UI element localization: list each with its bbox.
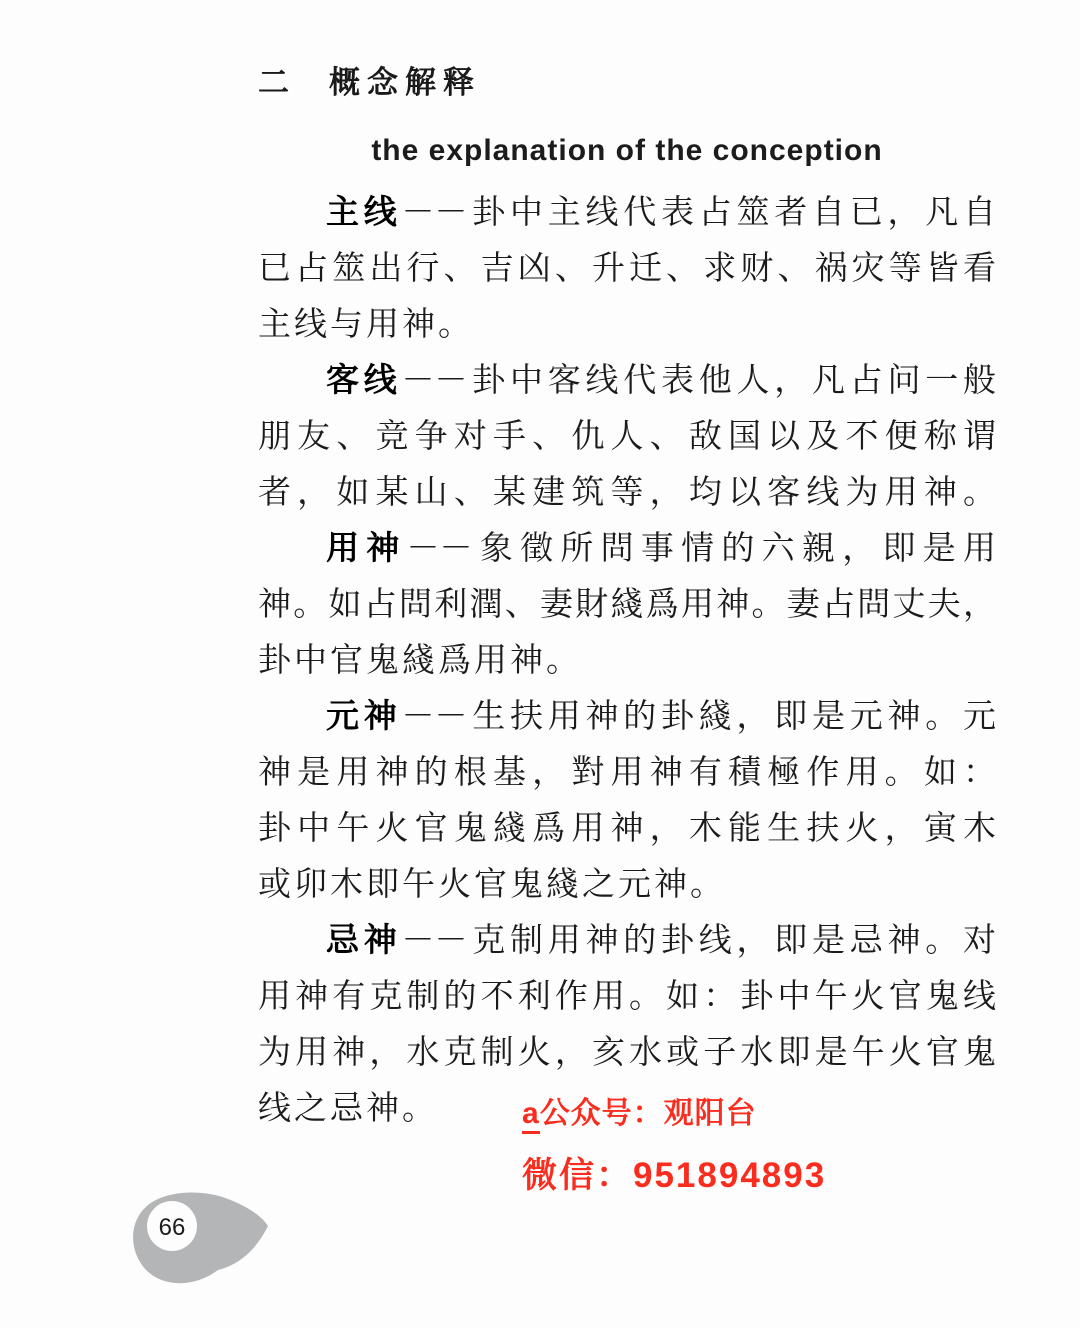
- text-line: [258, 184, 996, 240]
- section-title: 概念解释: [329, 65, 481, 100]
- text-line: 卦中午火官鬼綫爲用神，木能生扶火，寅木: [258, 809, 996, 846]
- text-line: 朋友、竞争对手、仇人、敌国以及不便称谓: [258, 417, 996, 454]
- watermark-account-text: 公众号：观阳台: [539, 1097, 757, 1130]
- page-number-logo: [128, 1190, 278, 1295]
- text-line: [258, 352, 996, 408]
- text-line: 主线与用神。: [258, 305, 474, 342]
- term-label: 元神: [326, 697, 402, 734]
- term-label: 用神: [326, 529, 407, 566]
- paragraph-kexian: [258, 352, 996, 520]
- term-label: 忌神: [326, 921, 402, 958]
- text-line: 神。如占問利潤、妻財綫爲用神。妻占問丈夫，: [258, 585, 996, 622]
- watermark-wechat-account: [522, 1088, 757, 1132]
- term-label: 客线: [326, 361, 402, 398]
- section-heading: [258, 0, 996, 102]
- text-line: 者，如某山、某建筑等，均以客线为用神。: [258, 473, 996, 510]
- line-text: －－卦中客线代表他人，凡占问一般: [401, 361, 996, 398]
- text-line: 用神有克制的不利作用。如：卦中午火官鬼线: [258, 977, 996, 1014]
- page-number: 66: [158, 1214, 186, 1241]
- page-content: [258, 0, 996, 1136]
- text-line: 或卯木即午火官鬼綫之元神。: [258, 865, 726, 902]
- text-line: 线之忌神。: [258, 1089, 438, 1126]
- line-text: －－象徵所問事情的六親，即是用: [406, 529, 997, 566]
- text-line: [258, 912, 996, 968]
- text-line: 已占筮出行、吉凶、升迁、求财、祸灾等皆看: [258, 249, 996, 286]
- body-text: [258, 184, 996, 1136]
- text-line: 为用神，水克制火，亥水或子水即是午火官鬼: [258, 1033, 996, 1070]
- text-line: 神是用神的根基，對用神有積極作用。如：: [258, 753, 996, 790]
- text-line: [258, 688, 996, 744]
- watermark-underlined-a: a: [522, 1097, 540, 1134]
- yinyang-comma-icon: [128, 1190, 278, 1295]
- text-line: [258, 520, 996, 576]
- paragraph-yuanshen: [258, 688, 996, 912]
- line-text: －－卦中主线代表占筮者自已，凡自: [401, 193, 996, 230]
- line-text: －－克制用神的卦线，即是忌神。对: [401, 921, 996, 958]
- paragraph-zhuxian: [258, 184, 996, 352]
- section-number: 二: [258, 65, 289, 100]
- watermark-wechat-number: 微信：951894893: [522, 1156, 827, 1195]
- text-line: 卦中官鬼綫爲用神。: [258, 641, 582, 678]
- paragraph-yongshen: [258, 520, 996, 688]
- line-text: －－生扶用神的卦綫，即是元神。元: [401, 697, 996, 734]
- english-subtitle: the explanation of the conception: [371, 134, 883, 167]
- term-label: 主线: [326, 193, 402, 230]
